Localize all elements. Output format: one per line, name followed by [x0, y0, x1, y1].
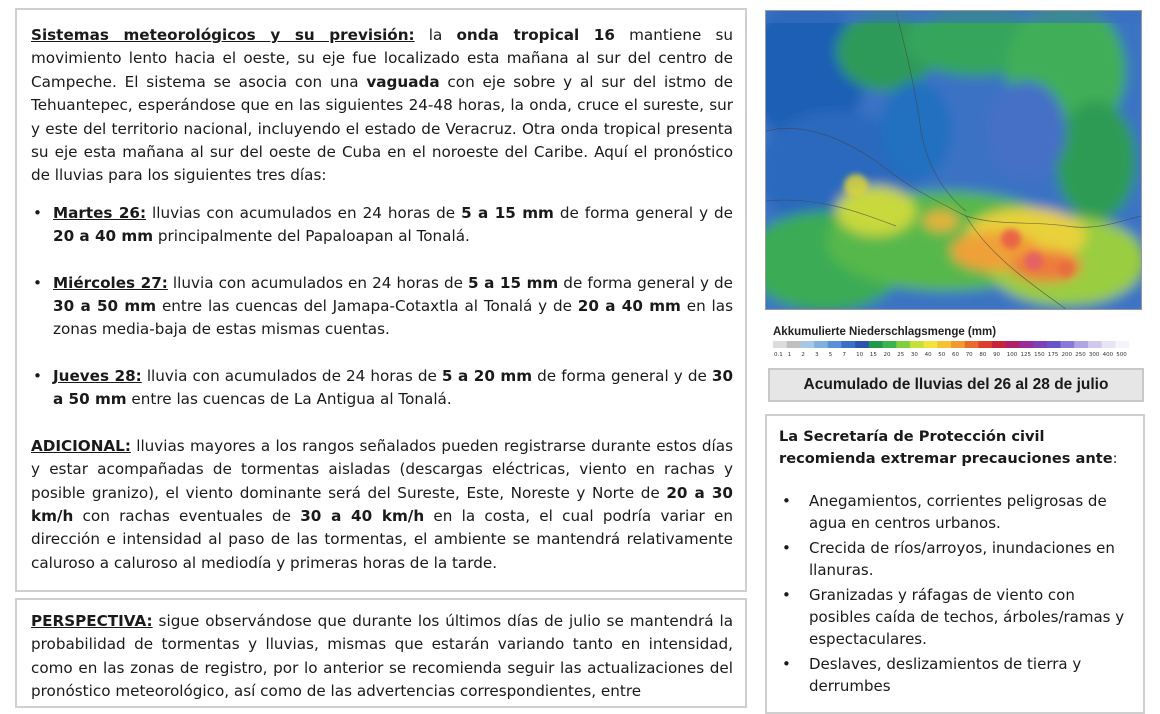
scale-tick-label: 250 — [1075, 352, 1086, 358]
scale-swatch — [1074, 341, 1088, 348]
scale-tick-label: 300 — [1088, 352, 1100, 358]
scale-swatch — [978, 341, 992, 348]
scale-tick-label: 15 — [869, 352, 877, 358]
scale-tick-label: 7 — [842, 352, 846, 358]
scale-tick-label: 125 — [1020, 352, 1031, 358]
scale-tick-label: 0.1 — [774, 352, 783, 358]
scale-tick-label: 30 — [910, 352, 918, 358]
intro-bold: onda tropical 16 — [456, 26, 615, 44]
scale-tick-label: 60 — [952, 352, 959, 358]
precipitation-scale — [765, 318, 1142, 364]
scale-tick-label: 20 — [883, 352, 891, 358]
map-caption-text: Acumulado de lluvias del 26 al 28 de julio — [803, 376, 1109, 393]
scale-tick-label: 80 — [979, 352, 987, 358]
day-text: lluvia con acumulados de 24 horas de — [141, 366, 442, 385]
scale-swatch — [787, 341, 801, 348]
scale-swatch — [937, 341, 951, 348]
scale-swatch — [883, 341, 897, 348]
scale-swatch — [855, 341, 869, 348]
precipitation-map — [765, 10, 1142, 310]
day-text: de forma general y de — [558, 273, 734, 292]
scale-swatch — [869, 341, 883, 348]
intro-text: mantiene su movimiento lento hacia el oeste, su eje fue localizado esta mañana al sur del centro de Campeche. El sistema se asocia con una — [31, 26, 733, 91]
day-bold: 20 a 40 mm — [53, 227, 154, 246]
scale-tick-label: 10 — [856, 352, 864, 358]
scale-swatch — [965, 341, 979, 348]
perspectiva-heading: PERSPECTIVA: — [31, 612, 153, 630]
recommendation-item: • Crecida de ríos/arroyos, inundaciones en llanuras. — [809, 537, 1131, 582]
day-bold: 5 a 15 mm — [461, 203, 554, 222]
day-text: principalmente del Papaloapan al Tonalá. — [153, 227, 470, 246]
scale-swatch — [896, 341, 910, 348]
map-legend — [765, 318, 1142, 364]
scale-tick-label: 3 — [815, 352, 819, 358]
scale-swatch — [1033, 341, 1047, 348]
forecast-day-item — [53, 365, 733, 412]
scale-swatch — [773, 341, 787, 348]
scale-swatch — [841, 341, 855, 348]
precipitation-map-image — [766, 11, 1141, 309]
scale-tick-label: 100 — [1006, 352, 1018, 358]
intro-text: con eje sobre y al sur del istmo de Tehuantepec, esperándose que en las siguientes 24-48 horas, la onda, cruce el sureste, sur y este del territorio nacional, incluyendo el estado de Veracruz. Otra onda tropical presenta su eje esta mañana al sur del oeste de Cuba en el noroeste del Caribe. Aquí el pronóstico de lluvias para los siguientes tres días: — [31, 72, 733, 185]
scale-tick-label: 175 — [1047, 352, 1059, 358]
day-label: Martes 26: — [53, 203, 147, 222]
day-text: lluvia con acumulados en 24 horas de — [167, 273, 469, 292]
recommendations-title-colon: : — [1112, 450, 1118, 467]
scale-tick-label: 25 — [897, 352, 905, 358]
scale-swatch — [1061, 341, 1075, 348]
day-bold: 5 a 15 mm — [468, 273, 559, 292]
adicional-bold: 20 a 30 km/h — [31, 483, 733, 525]
scale-swatch — [1102, 341, 1116, 348]
scale-swatch — [992, 341, 1006, 348]
scale-tick-label: 400 — [1102, 352, 1114, 358]
perspectiva-box — [15, 598, 747, 708]
scale-tick-label: 90 — [993, 352, 1001, 358]
scale-swatch — [814, 341, 828, 348]
recommendation-item: • Granizadas y ráfagas de viento con posibles caída de techos, árboles/ramas y espectaculares. — [809, 584, 1131, 651]
adicional-heading: ADICIONAL: — [31, 436, 131, 455]
day-label: Miércoles 27: — [53, 273, 168, 292]
adicional-text: con rachas eventuales de — [73, 506, 301, 525]
forecast-day-item — [53, 272, 733, 342]
adicional-text: en la costa, el cual podría variar en dirección e intensidad al paso de las tormentas, el ambiente se mantendrá relativamente caluroso a caluroso al mediodía y primeras horas de la tarde. — [31, 506, 733, 572]
scale-swatch — [828, 341, 842, 348]
scale-tick-label: 40 — [924, 352, 932, 358]
scale-tick-label: 1 — [787, 352, 792, 358]
day-text: en las zonas media-baja de estas mismas cuentas. — [53, 297, 733, 339]
recommendations-title — [779, 426, 1131, 470]
day-bold: 30 a 50 mm — [53, 297, 157, 316]
recommendation-item: • Deslaves, deslizamientos de tierra y derrumbes — [809, 653, 1131, 698]
perspectiva-text: sigue observándose que durante los últimos días de julio se mantendrá la probabilidad de tormentas y lluvias, mismas que estarán variando tanto en intensidad, como en las zonas de registro, por lo anterior se recomienda seguir las actualizaciones del pronóstico meteorológico, así como de las advertencias correspondientes, entre — [31, 612, 733, 701]
scale-swatch — [1088, 341, 1102, 348]
day-text: de forma general y de — [532, 366, 712, 385]
intro-bold: vaguada — [366, 72, 440, 91]
legend-title: Akkumulierte Niederschlagsmenge (mm) — [773, 326, 997, 338]
adicional-paragraph — [31, 435, 733, 575]
day-text: lluvias con acumulados en 24 horas de — [146, 203, 462, 222]
recommendations-box — [765, 414, 1145, 714]
scale-swatch — [1019, 341, 1033, 348]
forecast-day-item — [53, 202, 733, 249]
adicional-bold: 30 a 40 km/h — [300, 506, 425, 525]
scale-tick-label: 2 — [801, 352, 805, 358]
scale-tick-label: 5 — [828, 352, 833, 358]
intro-paragraph — [31, 24, 733, 188]
adicional-text: lluvias mayores a los rangos señalados pueden registrarse durante estos días y estar acompañadas de tormentas aisladas (descargas eléctricas, viento en rachas y posible granizo), el viento dominante será del Sureste, Este, Noreste y Norte de — [31, 436, 733, 502]
daily-forecast-list — [31, 202, 733, 412]
day-bold: 5 a 20 mm — [441, 366, 533, 385]
scale-swatch — [951, 341, 965, 348]
scale-tick-label: 500 — [1116, 352, 1127, 358]
intro-text: la — [414, 26, 457, 44]
scale-tick-label: 70 — [965, 352, 973, 358]
scale-swatch — [924, 341, 938, 348]
day-bold: 30 a 50 mm — [53, 366, 734, 409]
scale-swatch — [1047, 341, 1061, 348]
day-bold: 20 a 40 mm — [577, 297, 681, 316]
scale-tick-label: 200 — [1061, 352, 1073, 358]
day-label: Jueves 28: — [53, 366, 142, 385]
scale-swatch — [1115, 341, 1129, 348]
map-caption — [768, 368, 1144, 402]
scale-swatch — [1006, 341, 1020, 348]
day-text: entre las cuencas del Jamapa-Cotaxtla al Tonalá y de — [156, 297, 578, 316]
day-text: entre las cuencas de La Antigua al Tonalá. — [126, 390, 452, 409]
forecast-text-box — [15, 8, 747, 592]
scale-tick-label: 50 — [938, 352, 946, 358]
scale-swatch — [800, 341, 814, 348]
scale-swatch — [910, 341, 924, 348]
perspectiva-paragraph — [31, 610, 733, 704]
day-text: de forma general y de — [553, 203, 733, 222]
intro-heading: Sistemas meteorológicos y su previsión: — [31, 26, 415, 44]
scale-tick-label: 150 — [1034, 352, 1045, 358]
recommendations-list — [779, 490, 1131, 698]
recommendations-title-text: La Secretaría de Protección civil recomienda extremar precauciones ante — [779, 428, 1113, 467]
recommendation-item: • Anegamientos, corrientes peligrosas de agua en centros urbanos. — [809, 490, 1131, 535]
